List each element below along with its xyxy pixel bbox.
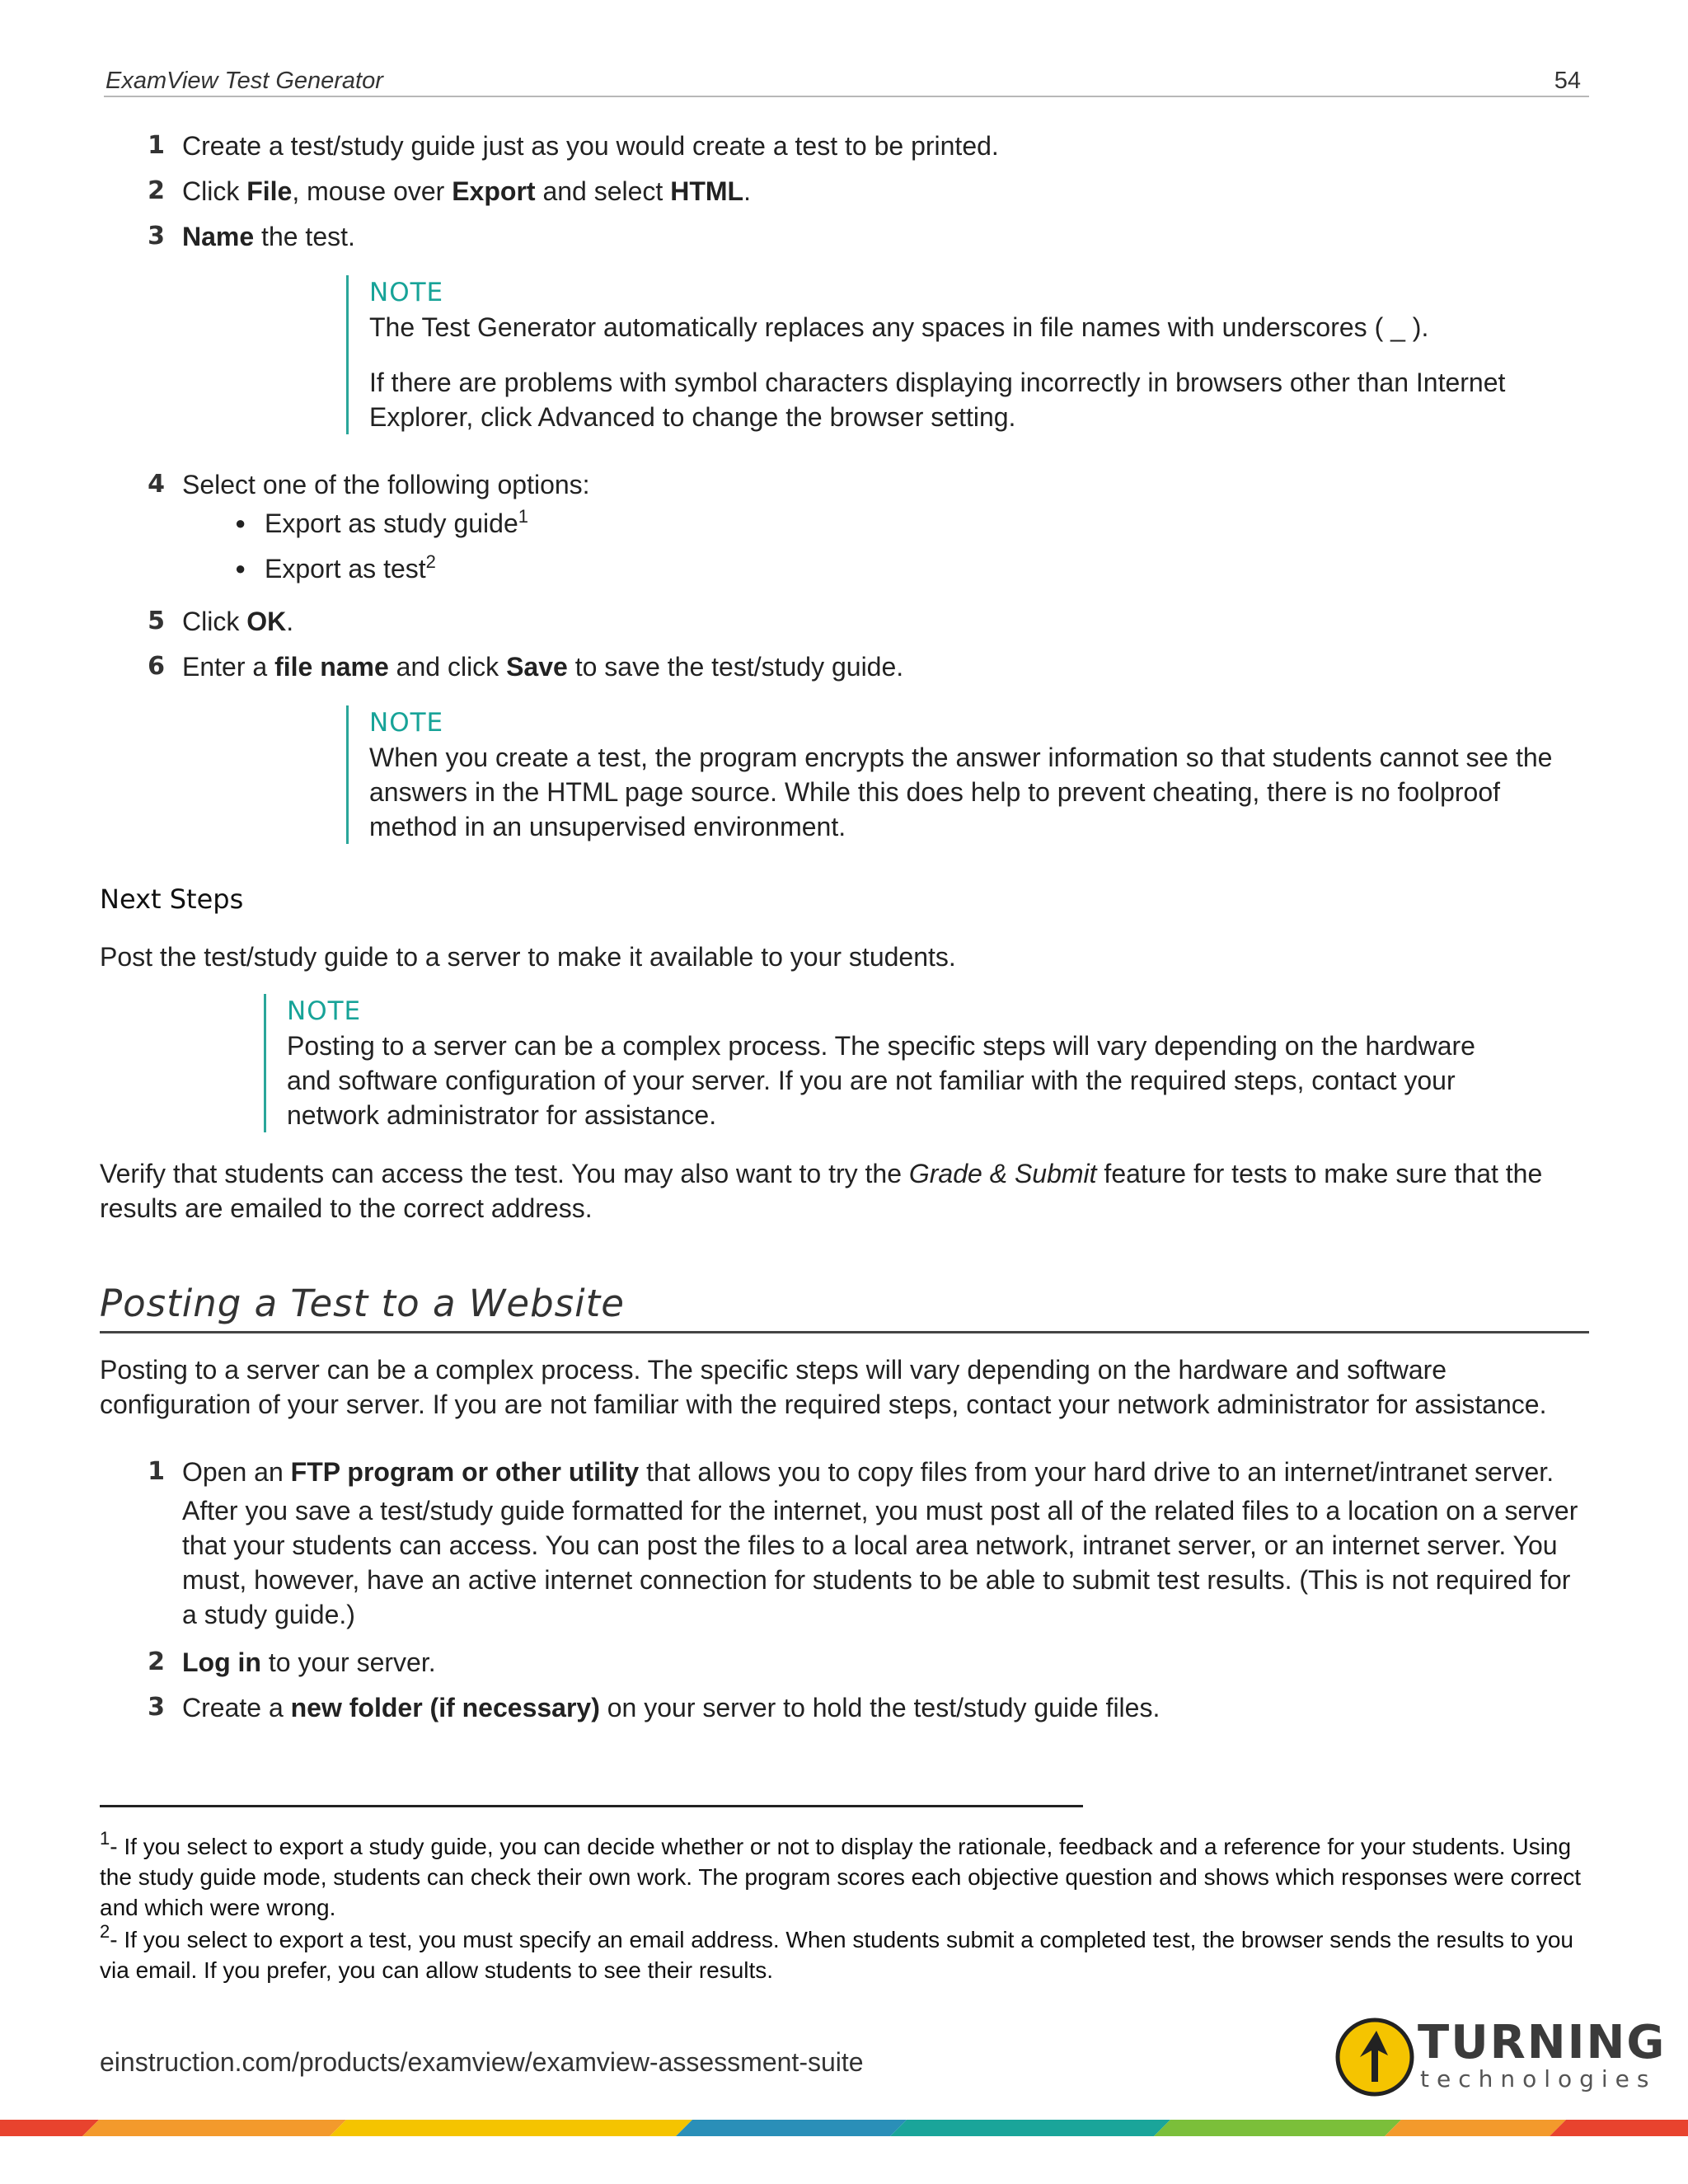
step-number: 5	[148, 607, 165, 635]
step-text: Select one of the following options:	[182, 470, 590, 499]
footnote-text: - If you select to export a test, you must specify an email address. When students submit a completed test, the browser sends the results to you via email. If you prefer, you can allow students to see their results.	[100, 1927, 1573, 1983]
step-number: 1	[148, 131, 165, 160]
step-number: 2	[148, 176, 165, 205]
footnote	[100, 1828, 1600, 1923]
step-detail: After you save a test/study guide formatted for the internet, you must post all of the related files to a location on a server that your students can access. You can post the files to a local area network, intranet server, or an internet server. You must, however, have an active internet connection for students to be able to submit test results. (This is not required for a study guide.)	[182, 1496, 1578, 1629]
step-number: 2	[148, 1647, 165, 1676]
footnote-text: - If you select to export a study guide, you can decide whether or not to display the rationale, feedback and a reference for your students. Using the study guide mode, students can check their own work. The program scores each objective question and shows which responses were correct and which were wrong.	[100, 1834, 1582, 1920]
note-label: NOTE	[369, 708, 444, 738]
step-number: 3	[148, 1693, 165, 1722]
list-item: ● Export as test$^2$	[235, 551, 436, 583]
note-text: The Test Generator automatically replaces any spaces in file names with underscores ( _ ).	[369, 312, 1429, 342]
turning-technologies-logo	[1335, 2016, 1667, 2098]
step-text: Click File, mouse over Export and select HTML.	[182, 176, 751, 206]
note-text: If there are problems with symbol characters displaying incorrectly in browsers other than Internet Explorer, click Advanced to change the browser setting.	[369, 368, 1506, 432]
page-number: 54	[1554, 68, 1581, 94]
section-title	[100, 1282, 1589, 1333]
step-number: 3	[148, 222, 165, 251]
footer-link[interactable]: einstruction.com/products/examview/examview-assessment-suite	[100, 2047, 864, 2077]
note-text: When you create a test, the program encrypts the answer information so that students cannot see the answers in the HTML page source. While this does help to prevent cheating, there is no foolproof method in an unsupervised environment.	[369, 743, 1553, 841]
note-label: NOTE	[287, 996, 362, 1026]
note-label: NOTE	[369, 278, 444, 307]
step-text: Name the test.	[182, 222, 355, 251]
step-number: 4	[148, 470, 165, 499]
footnote-divider	[100, 1805, 1083, 1807]
step-text: Open an FTP program or other utility that allows you to copy files from your hard drive to an internet/intranet server.	[182, 1457, 1554, 1487]
page-header	[104, 68, 1589, 97]
step-text: Create a new folder (if necessary) on your server to hold the test/study guide files.	[182, 1693, 1160, 1722]
list-item: ● Export as study guide$^1$	[235, 506, 528, 538]
step-text: Create a test/study guide just as you would create a test to be printed.	[182, 131, 999, 161]
note-box	[264, 994, 1523, 1132]
logo-emblem-icon	[1335, 2016, 1418, 2098]
footer-color-stripe	[0, 2116, 1688, 2141]
step-number: 6	[148, 652, 165, 681]
paragraph: Post the test/study guide to a server to make it available to your students.	[100, 942, 956, 972]
document-title: ExamView Test Generator	[106, 68, 383, 94]
logo-wordmark: TURNING	[1418, 2016, 1667, 2069]
footnote-ref[interactable]: 1	[518, 506, 528, 527]
step-number: 1	[148, 1457, 165, 1486]
paragraph: Posting to a server can be a complex process. The specific steps will vary depending on the hardware and software configuration of your server. If you are not familiar with the required steps, contact your network administrator for assistance.	[100, 1355, 1547, 1419]
section-heading: Next Steps	[100, 883, 244, 915]
note-text: Posting to a server can be a complex process. The specific steps will vary depending on the hardware and software configuration of your server. If you are not familiar with the required steps, contact your network administrator for assistance.	[287, 1031, 1475, 1130]
footnote-mark: 1	[100, 1828, 110, 1849]
footnote	[100, 1921, 1600, 1985]
note-box	[346, 275, 1581, 434]
section-title-text: Posting a Test to a Website	[100, 1282, 625, 1325]
option-text: Export as study guide	[265, 509, 518, 538]
footnote-ref[interactable]: 2	[425, 551, 436, 572]
note-box	[346, 705, 1581, 844]
step-text: Log in to your server.	[182, 1647, 436, 1677]
logo-subtitle: technologies	[1420, 2065, 1657, 2093]
paragraph: Verify that students can access the test. You may also want to try the Grade & Submit feature for tests to make sure that the results are emailed to the correct address.	[100, 1159, 1543, 1223]
step-text: Click OK.	[182, 607, 294, 636]
option-text: Export as test	[265, 554, 426, 583]
footnote-mark: 2	[100, 1921, 110, 1942]
step-text: Enter a file name and click Save to save the test/study guide.	[182, 652, 904, 682]
